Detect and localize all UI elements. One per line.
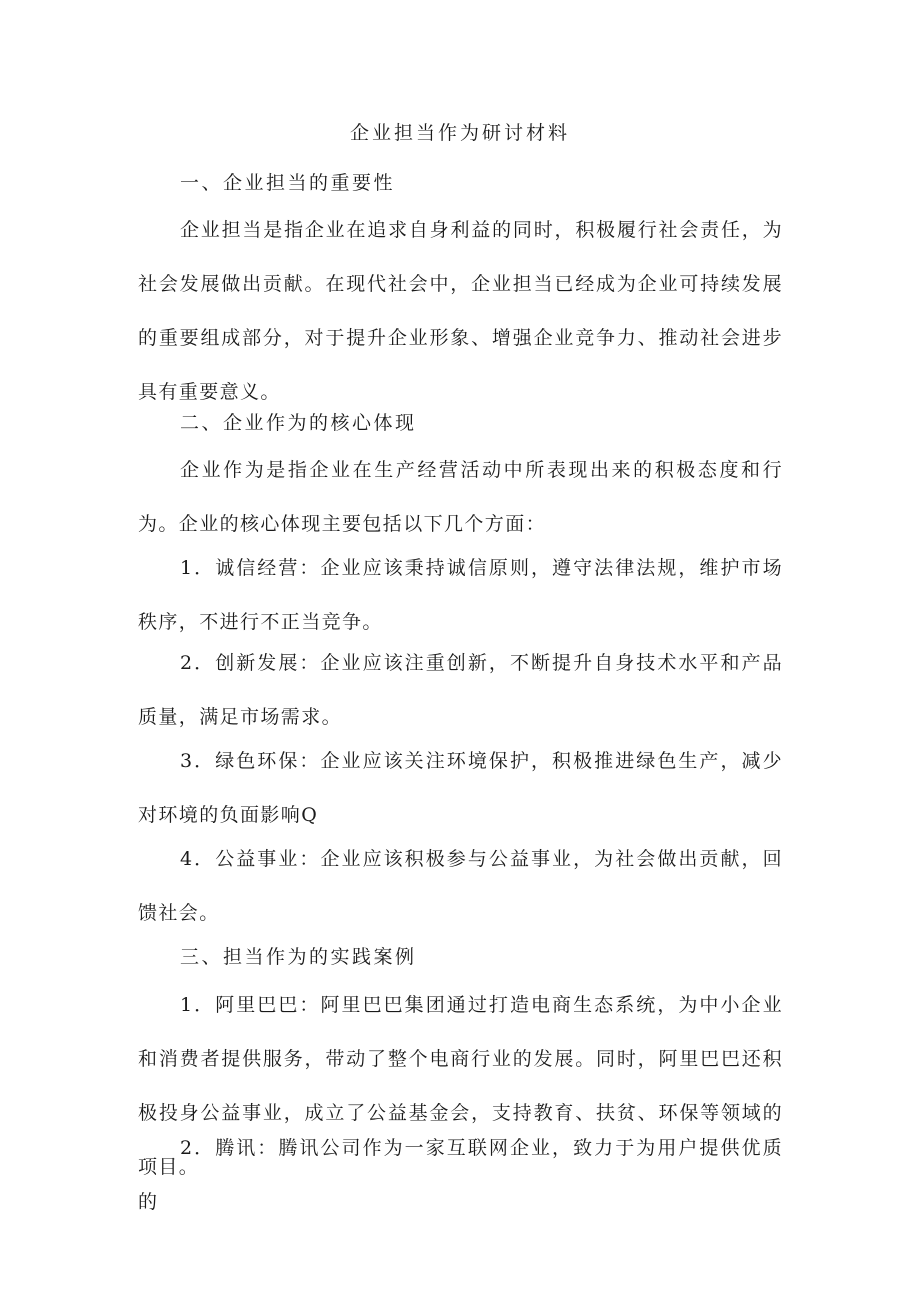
list-item-green: 3．绿色环保：企业应该关注环境保护，积极推进绿色生产，减少对环境的负面影响Q: [138, 750, 783, 826]
list-item-charity: 4．公益事业：企业应该积极参与公益事业，为社会做出贡献，回馈社会。: [138, 848, 783, 924]
case-alibaba: 1．阿里巴巴：阿里巴巴集团通过打造电商生态系统，为中小企业和消费者提供服务，带动了整个电商行业的发展。同时，阿里巴巴还积极投身公益事业，成立了公益基金会，支持教育、扶贫、环保等领域的项目。: [138, 994, 783, 1178]
section-heading-core: 二、企业作为的核心体现: [180, 412, 417, 434]
case-tencent: 2．腾讯：腾讯公司作为一家互联网企业，致力于为用户提供优质的: [138, 1137, 783, 1213]
section-heading-importance: 一、企业担当的重要性: [180, 172, 396, 194]
paragraph-importance: 企业担当是指企业在追求自身利益的同时，积极履行社会责任，为社会发展做出贡献。在现代社会中，企业担当已经成为企业可持续发展的重要组成部分，对于提升企业形象、增强企业竞争力、推动社会进步具有重要意义。: [138, 219, 783, 403]
section-heading-cases: 三、担当作为的实践案例: [180, 946, 417, 968]
list-item-integrity: 1．诚信经营：企业应该秉持诚信原则，遵守法律法规，维护市场秩序，不进行不正当竞争。: [138, 557, 783, 633]
document-title: 企业担当作为研讨材料: [349, 122, 570, 144]
list-item-innovation: 2．创新发展：企业应该注重创新，不断提升自身技术水平和产品质量，满足市场需求。: [138, 652, 783, 728]
paragraph-core-intro: 企业作为是指企业在生产经营活动中所表现出来的积极态度和行为。企业的核心体现主要包括以下几个方面：: [138, 459, 783, 535]
